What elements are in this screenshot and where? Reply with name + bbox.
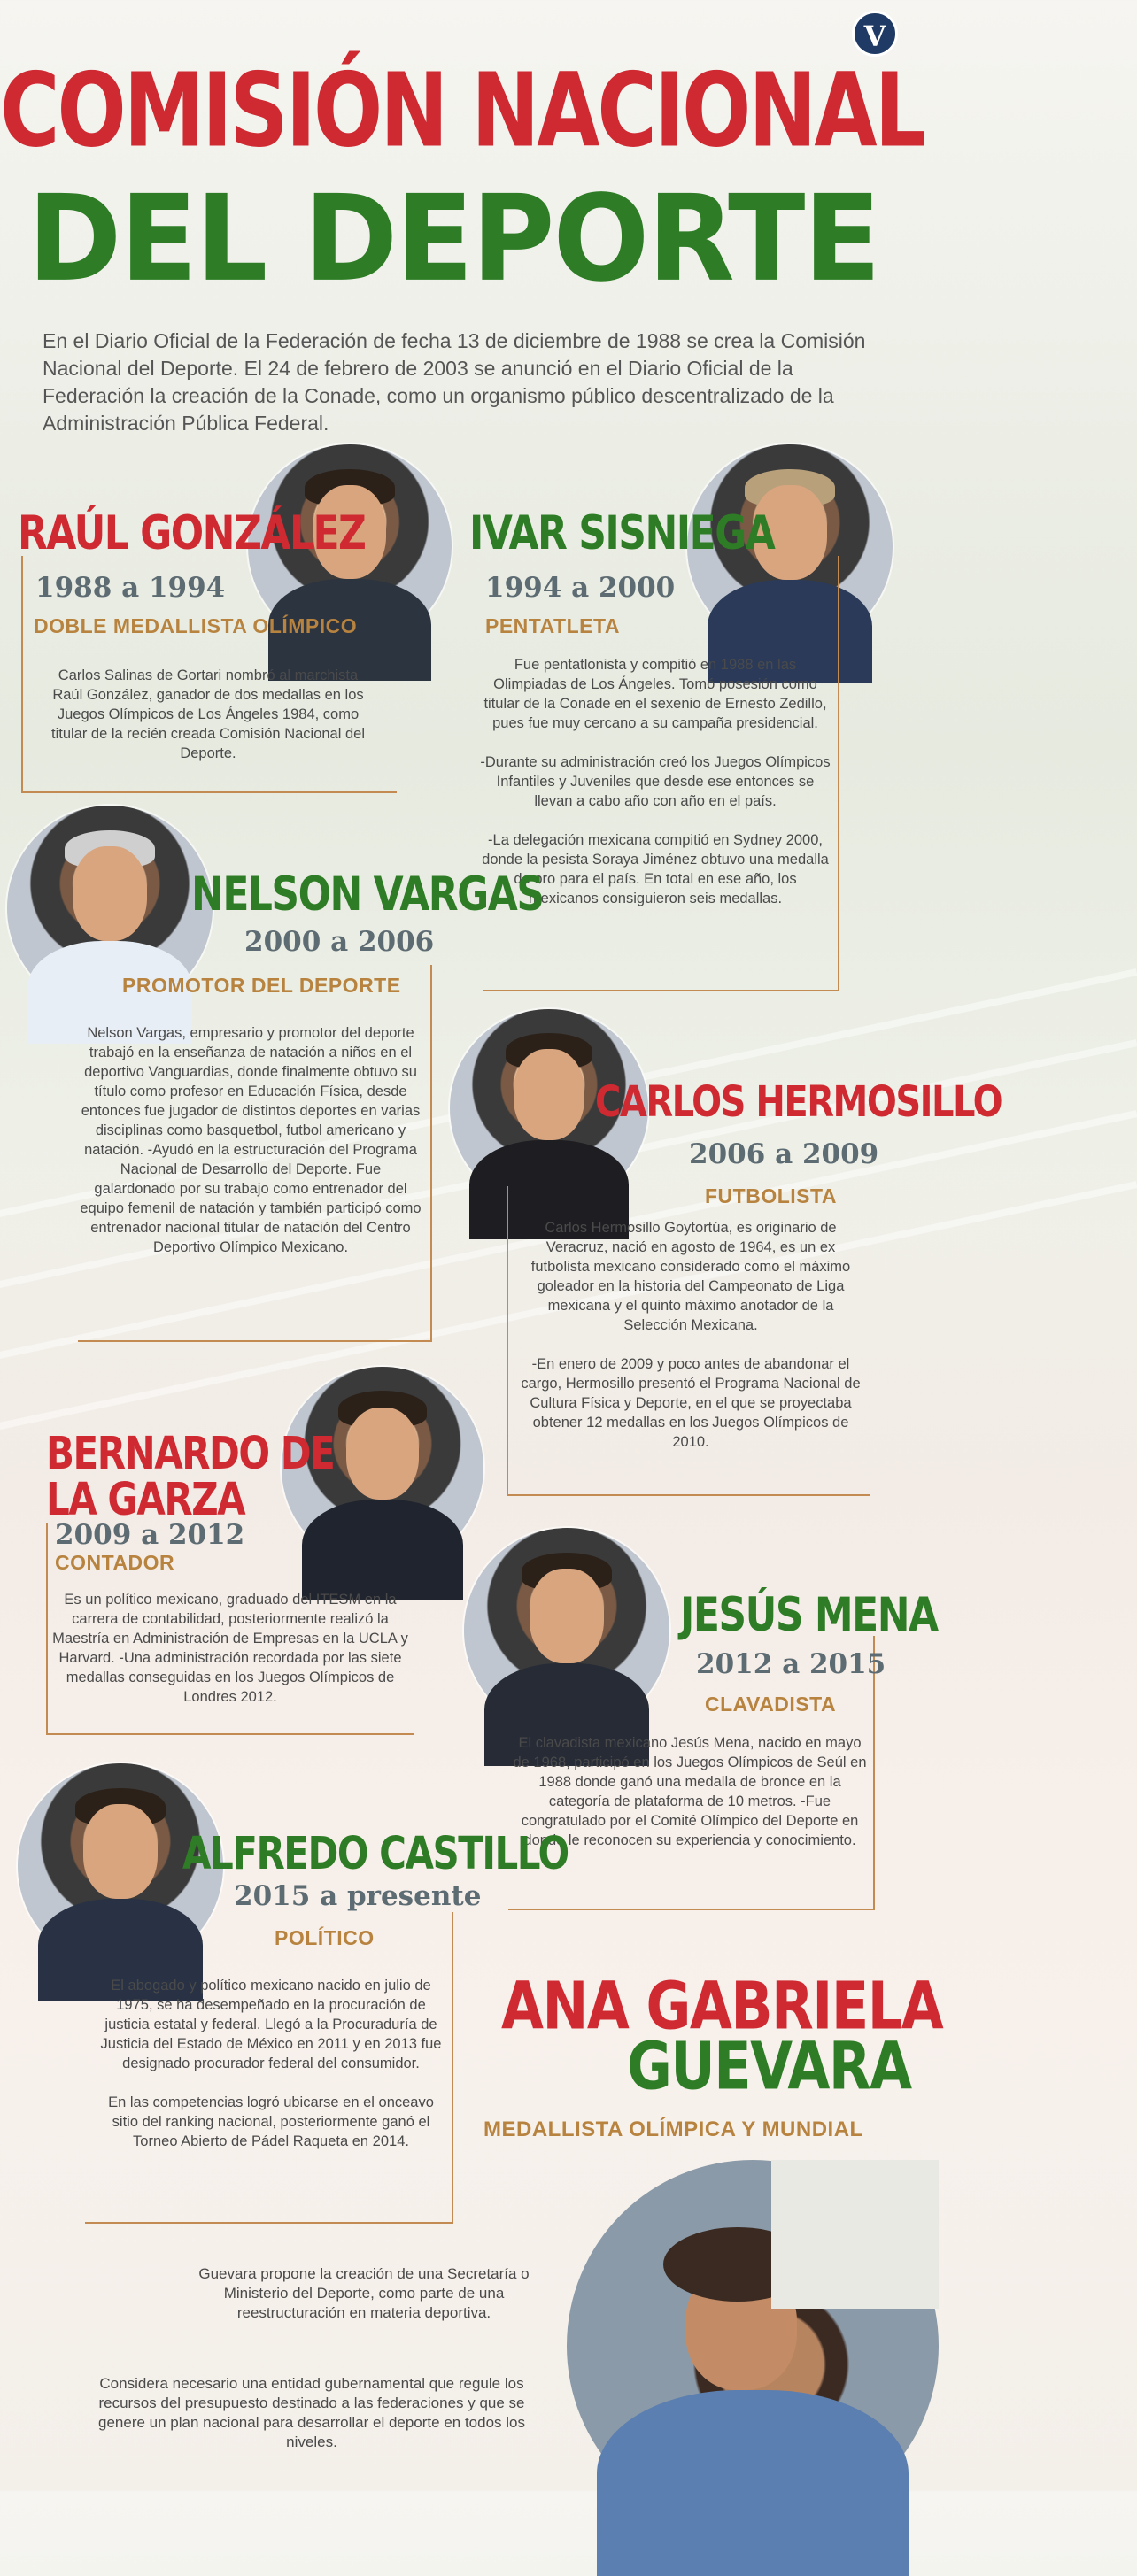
role-ana: MEDALLISTA OLÍMPICA Y MUNDIAL [483, 2117, 863, 2141]
desc-bernardo: Es un político mexicano, graduado del ITESM en la carrera de contabilidad, posteriormente realizó la Maestría en Administración de Empresas en la UCLA y Harvard. -Una administración recordada por las siete medallas conseguidas en los Juegos Olímpicos de Londres 2012. [52, 1592, 408, 1705]
years-bernardo: 2009 a 2012 [55, 1519, 245, 1551]
name-carlos-hermosillo: CARLOS HERMOSILLO [595, 1078, 1002, 1128]
desc-raul-gonzalez: Carlos Salinas de Gortari nombró al marchista Raúl González, ganador de dos medallas en los Juegos Olímpicos de Los Ángeles 1984, como titular de la recién creada Comisión Nacional del Deporte. [50, 667, 366, 761]
role-nelson-vargas: PROMOTOR DEL DEPORTE [122, 974, 401, 997]
role-jesus-mena: CLAVADISTA [705, 1693, 837, 1716]
name-ana-line2: GUEVARA [627, 2027, 911, 2105]
desc-carlos-hermosillo: Carlos Hermosillo Goytortúa, es originario de Veracruz, nació en agosto de 1964, es un ex futbolista mexicano considerado como el máximo goleador en la historia del Campeonato de Liga mexicana y el quinto máximo anotador de la Selección Mexicana. -En enero de 2009 y poco antes de abandonar el cargo, Hermosillo presentó el Programa Nacional de Cultura Física y Deporte, en el que se proyectaba obtener 12 medallas en los Juegos Olímpicos de 2010. [521, 1220, 861, 1450]
years-jesus-mena: 2012 a 2015 [696, 1648, 886, 1680]
name-nelson-vargas: NELSON VARGAS [191, 868, 544, 922]
role-alfredo-castillo: POLÍTICO [275, 1926, 375, 1949]
years-carlos-hermosillo: 2006 a 2009 [689, 1138, 879, 1170]
role-bernardo: CONTADOR [55, 1551, 175, 1574]
page-title-line1: COMISIÓN NACIONAL [0, 51, 924, 170]
role-carlos-hermosillo: FUTBOLISTA [705, 1184, 837, 1207]
desc-jesus-mena: El clavadista mexicano Jesús Mena, nacido en mayo de 1968, participó en los Juegos Olímpicos de Seúl en 1988 donde ganó una medalla de bronce en la categoría de plataforma de 10 metros. -Fue congratulado por el Comité Olímpico del Deporte en donde le reconocen su experiencia y conocimiento. [513, 1735, 867, 1848]
name-bernardo-line2: LA GARZA [46, 1473, 245, 1525]
intro-paragraph: En el Diario Oficial de la Federación de fecha 13 de diciembre de 1988 se crea la Comisión Nacional del Deporte. El 24 de febrero de 2003 se anunció en el Diario Oficial de la Federación la creación de la Conade, como un organismo público descentralizado de la Administración Pública Federal. [43, 329, 866, 435]
logo[interactable]: V [852, 11, 898, 57]
ana-text-1: Guevara propone la creación de una Secretaría o Ministerio del Deporte, como parte de una reestructuración en materia deportiva. [198, 2265, 530, 2321]
desc-nelson-vargas: Nelson Vargas, empresario y promotor del deporte trabajó en la enseñanza de natación a niños en el deportivo Vanguardias, donde finalmente obtuvo su título como profesor en Educación Física, desde entonces fue jugador de distintos deportes en varias disciplinas como basquetbol, futbol americano y natación. -Ayudó en la estructuración del Programa Nacional de Desarrollo del Deporte. Fue galardonado por su trabajo como entrenador del equipo femenil de natación y también participó como entrenador nacional titular de natación del Centro Deportivo Olímpico Mexicano. [80, 1025, 422, 1255]
name-raul-gonzalez: RAÚL GONZÁLEZ [18, 506, 366, 561]
name-bernardo-line1: BERNARDO DE [46, 1427, 335, 1479]
years-ivar-sisniega: 1994 a 2000 [485, 572, 676, 604]
ana-text-2: Considera necesario una entidad gubernamental que regule los recursos del presupuesto destinado a las federaciones y que se genere un plan nacional para desarrollar el deporte en todos los niveles. [98, 2375, 525, 2450]
desc-ivar-sisniega: Fue pentatlonista y compitió en 1988 en las Olimpiadas de Los Ángeles. Tomó posesión como titular de la Conade en el sexenio de Ernesto Zedillo, pues fue muy cercano a su campaña presidencial. -Durante su administración creó los Juegos Olímpicos Infantiles y Juveniles que desde ese entonces se llevan a cabo año con año en el país. -La delegación mexicana compitió en Sydney 2000, donde la pesista Soraya Jiménez obtuvo una medalla de oro para el país. En total en ese año, los mexicanos consiguieron seis medallas. [480, 657, 831, 906]
name-jesus-mena: JESÚS MENA [680, 1588, 938, 1643]
name-alfredo-castillo: ALFREDO CASTILLO [182, 1827, 568, 1879]
name-ana-line1: ANA GABRIELA [501, 1967, 943, 2045]
portrait-ana-guevara [567, 2160, 939, 2532]
role-raul-gonzalez: DOBLE MEDALLISTA OLÍMPICO [34, 614, 358, 637]
years-raul-gonzalez: 1988 a 1994 [35, 572, 226, 604]
name-ivar-sisniega: IVAR SISNIEGA [469, 506, 775, 561]
page-title-line2: DEL DEPORTE [27, 170, 879, 309]
role-ivar-sisniega: PENTATLETA [485, 614, 620, 637]
years-nelson-vargas: 2000 a 2006 [244, 926, 435, 958]
desc-alfredo-castillo: El abogado y político mexicano nacido en julio de 1975, se ha desempeñado en la procuración de justicia estatal y federal. Llegó a la Procuraduría de Justicia del Estado de México en 2011 y en 2013 fue designado procurador federal del consumidor. En las competencias logró ubicarse en el onceavo sitio del ranking nacional, posteriormente ganó el Torneo Abierto de Pádel Raqueta en 2014. [100, 1978, 442, 2149]
years-alfredo-castillo: 2015 a presente [234, 1880, 482, 1912]
